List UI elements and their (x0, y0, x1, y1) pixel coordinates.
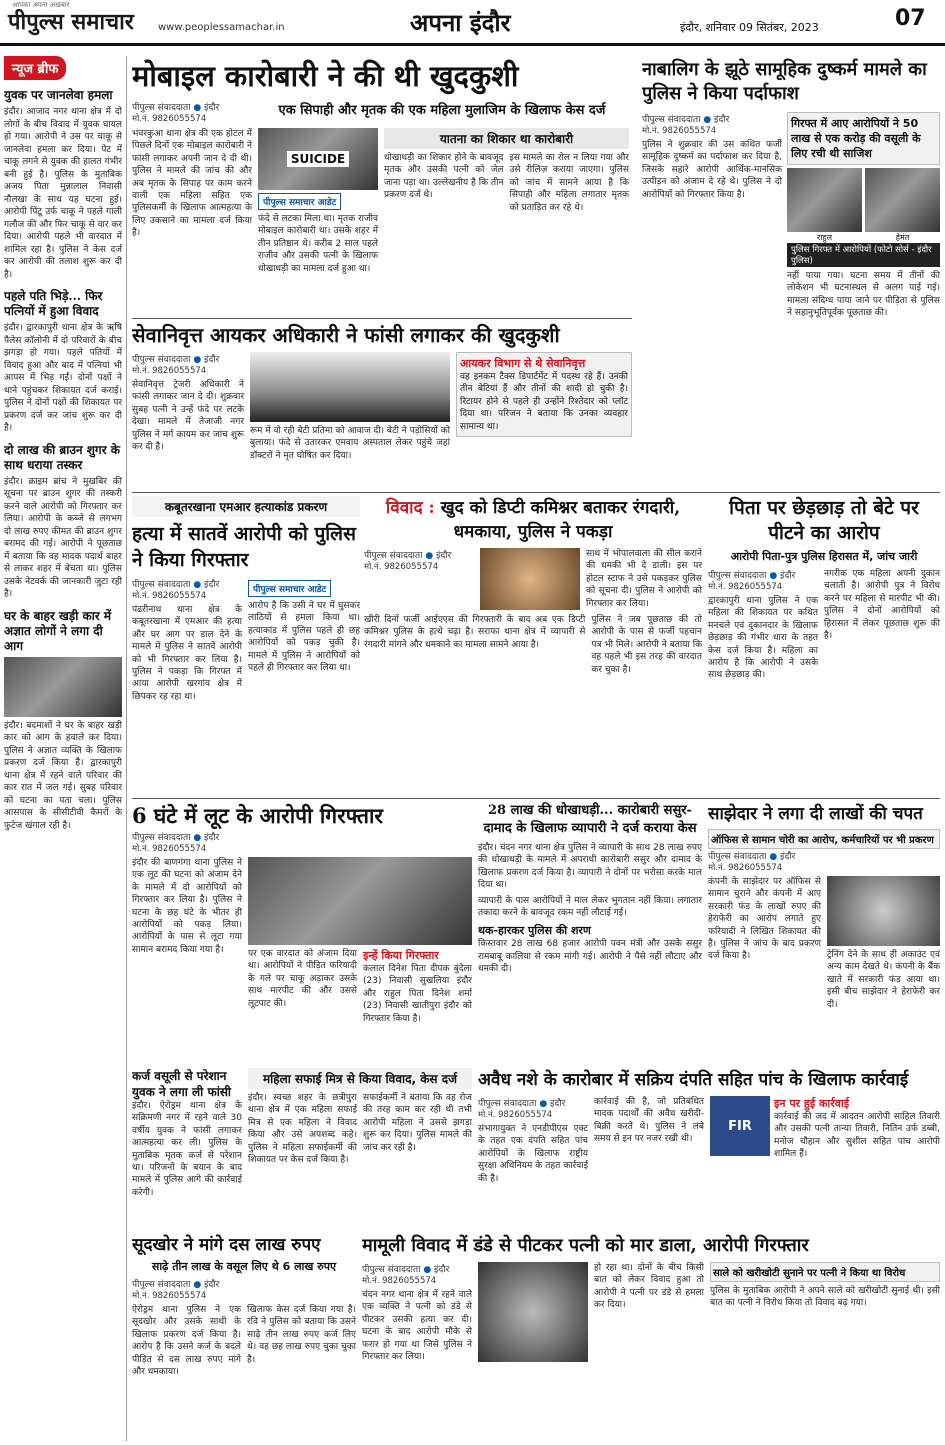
body-text: ऐरोड्रम थाना पुलिस ने एक सूदखोर और उसके साथी के खिलाफ प्रकरण दर्ज किया है। आरोप है कि उसने कर्ज के बदले पीड़ित से दस लाख रुपए मांगे और धमकाया। (132, 1305, 241, 1378)
headline: नाबालिग के झूठे सामूहिक दुष्कर्म मामले का पुलिस ने किया पर्दाफाश (642, 59, 927, 104)
highlight-box: ऑफिस से सामान चोरी का आरोप, कर्मचारियों पर भी प्रकरण (708, 829, 940, 849)
byline: पीपुल्स संवाददाता ● इंदौर (132, 355, 220, 365)
mobile-number: मो.नं. 9826055574 (132, 114, 207, 124)
body-text: भंवरकुआ थाना क्षेत्र की एक होटल में पिछले दिनों एक मोबाइल कारोबारी ने फांसी लगाकर अपनी जान दे दी थी। पुलिस ने मामले की जांच की और अब मृतक के सिपाह पर काम करने वाली एक महिला सहित एक पुलिसकर्मी के खिलाफ आत्महत्या के लिए उकसाने का मामला दर्ज किया है। (132, 129, 252, 239)
subheading: थक-हारकर पुलिस की शरण (478, 924, 591, 938)
body-text: इंदौर की बाणगंगा थाना पुलिस ने एक लूट की घटना को अंजाम देने के मामले में दो आरोपियों को गिरफ्तार कर लिया है। पुलिस ने घटना के छह घंटे के भीतर ही आरोपियों को पकड़ लिया। आरोपियों के पास से लूटा गया सामान बरामद किया गया है। (132, 858, 242, 955)
column-divider (126, 56, 127, 1441)
masthead (0, 0, 945, 46)
body-text: किस्तवार 28 लाख 68 हजार आरोपी पवन मंत्री और उसके ससुर रामबाबू कालिया से रकम मांगी गई। आरोपी ने पैसे नहीं लौटाए और धमकी दी। (478, 939, 702, 975)
police-group-photo (248, 857, 472, 945)
story-husband-kills-wife (362, 1234, 940, 1440)
mobile-number: मो.नं. 9826055574 (478, 1110, 553, 1120)
body-text: रूम में वो रही बेटी प्रतिमा को आवाज दी। बेटी ने पड़ोसियों को बुलाया। फंदे से उतारकर एमवाय अस्पताल लेकर पहुंचे जहां डॉक्टरों ने मृत घोषित कर दिया। (250, 426, 450, 461)
mobile-number: मो.नं. 9826055574 (132, 844, 207, 854)
body-text: ट्रेनिंग देने के साथ ही अकाउंट एवं अन्य काम देखते थे। कंपनी के बैंक खाते में सरकारी फंड आया था। इसी बीच साझेदार ने हेराफेरी कर दी। (827, 950, 940, 1010)
byline: पीपुल्स संवाददाता ● इंदौर (708, 571, 796, 581)
byline: पीपुल्स संवाददाता ● इंदौर (364, 551, 452, 561)
brief-body: इंदौर। आजाद नगर थाना क्षेत्र में दो लोगों के बीच विवाद में युवक घायल हो गया। आरोपी ने उस पर चाकू से जानलेवा हमला कर दिया। पेट में चाकू लगने से युवक की हालत गंभीर बनी हुई है। पुलिस के मुताबिक अजय पिता मुन्नालाल निवासी नौलखा के साथ यह घटना हुई। आरोपी पिंटू उर्फ चाकू ने पहले गाली गलौज की और फिर चाकू से वार कर दिया। आरोपी पहले भी वारदात में शामिल रहा है। पुलिस ने केस दर्ज कर आरोपी की तलाश शुरू कर दी है। (4, 107, 122, 280)
aadesh-tag: पीपुल्स समाचार आडेट (248, 580, 331, 597)
headline: सेवानिवृत्त आयकर अधिकारी ने फांसी लगाकर की खुदकुशी (132, 323, 560, 347)
body-text: इंदौर। स्वच्छ शहर के छत्रीपुरा थाना क्षेत्र में एक महिला सफाई मित्र से एक महिला ने विवाद किया और उसे अपशब्द कहे। पुलिस ने महिला सफाईकर्मी की शिकायत पर केस दर्ज किया है। (248, 1093, 357, 1166)
body-text: पुलिस ने शुक्रवार की उस कथित फर्जी सामूहिक दुष्कर्म का पर्दाफाश कर दिया है, जिसके सहारे आरोपी आर्थिक-मानसिक उत्पीड़न को अंजाम दे रहे थे। पुलिस ने दो आरोपियों को गिरफ्तार किया है। (642, 140, 782, 200)
story-drug-couple-action (478, 1068, 940, 1230)
brief-headline: घर के बाहर खड़ी कार में अज्ञात लोगों ने लगा दी आग (4, 608, 112, 653)
fir-icon: FIR (710, 1096, 770, 1156)
subhead: एक सिपाही और मृतक की एक महिला मुलाजिम के खिलाफ केस दर्ज (278, 103, 606, 118)
headline: मामूली विवाद में डंडे से पीटकर पत्नी को मार डाला, आरोपी गिरफ्तार (362, 1235, 809, 1256)
headline: मोबाइल कारोबारी ने की थी खुदकुशी (132, 59, 519, 93)
headline: कर्ज वसूली से परेशान युवक ने लगा ली फांसी (132, 1069, 232, 1099)
story-false-gangrape-case (642, 58, 940, 488)
body-text: व्यापारी के पास आरोपियों ने माल लेकर भुगतान नहीं किया। लगातार तकादा करने के बावजूद रकम नहीं लौटाई गई। (478, 895, 702, 919)
headline: साझेदार ने लगा दी लाखों की चपत (708, 804, 923, 824)
accused-photo (865, 168, 940, 232)
body-text: सफाईकर्मी ने बताया कि वह रोज की तरह काम कर रही थी तभी आरोपी महिला ने उससे झगड़ा शुरू कर दिया। पुलिस मामले की जांच कर रही है। (363, 1093, 472, 1153)
headline: पिता पर छेड़छाड़ तो बेटे पर पीटने का आरोप (729, 497, 919, 544)
thief-illustration (827, 876, 940, 946)
body-text: इंदौर। चंदन नगर थाना क्षेत्र पुलिस ने व्यापारी के साथ 28 लाख रुपए की धोखाधड़ी के मामले में अपराधी कारोबारी ससुर और दामाद के खिलाफ प्रकरण दर्ज किया है। व्यापारी ने दोनों पर भरोसा करके माल दिया था। (478, 843, 702, 891)
mobile-number: मो.नं. 9826055574 (132, 591, 207, 601)
body-text: इस मामले का रोल न लिया गया और उसे रीलिज़ कराया जाएगा। पुलिस को जांच में सामने आया है कि सिपाही और महिला लगातार मृतक को प्रताड़ित कर रहे थे। (509, 153, 629, 213)
box-body: कलाल दिनेश पिता दीपक बुंदेला (23) निवासी सुखलिया इंदौर और राहुल पिता दिनेश शर्मा (23) निवासी खातीपुरा इंदौर को गिरफ्तार किया है। (363, 964, 472, 1024)
newspaper-logo: पीपुल्स समाचार (8, 9, 134, 35)
byline: पीपुल्स संवाददाता ● इंदौर (642, 115, 730, 125)
body-text: संभागायुक्त ने एनडीपीएस एक्ट के तहत एक दंपति सहित पांच आरोपियों के खिलाफ राष्ट्रीय सुरक्षा अधिनियम के तहत कार्रवाई की है। (478, 1124, 588, 1184)
brief-body: इंदौर। क्राइम ब्रांच ने मुखबिर की सूचना पर ब्राउन शुगर की तस्करी करने वाले आरोपी को गिरफ्तार कर लिया। आरोपी के कब्जे से लगभग दो लाख रुपए कीमत की ब्राउन शुगर बरामद की गई। आरोपी ने पूछताछ में बताया कि वह मादक पदार्थ बाहर से लाकर शहर में बेचता था। पुलिस उसके नेटवर्क की जानकारी जुटा रही है। (4, 476, 122, 599)
body-text: धोखाधड़ी का शिकार होने के बावजूद मृतक और उसकी पत्नी को जेल जाना पड़ा था। उल्लेखनीय है कि तीन प्रकरण दर्ज थे। (384, 153, 504, 201)
dateline: इंदौर, शनिवार 09 सितंबर, 2023 (680, 21, 819, 34)
accused-sketch (480, 548, 580, 610)
suicide-photo (258, 128, 378, 190)
story-sanitation-worker-dispute (248, 1068, 472, 1203)
body-text: पर एक वारदात को अंजाम दिया था। आरोपियों ने पीड़ित फरियादी के गले पर चाकू अड़ाकर उसके साथ मारपीट की और उससे लूटपाट की। (248, 949, 357, 1009)
side-box (456, 352, 632, 437)
divider (132, 492, 940, 493)
body-text: नहीं पाया गया। घटना समय में तीनों की लोकेशन भी घटनास्थल से अलग पाई गई। मामला संदिग्ध पाया जाने पर पीड़िता से पुलिस ने सहानुभूतिपूर्वक पूछताछ की। (787, 271, 940, 319)
byline: पीपुल्स संवाददाता ● इंदौर (708, 852, 796, 862)
mobile-number: मो.नं. 9826055574 (708, 863, 783, 873)
divider (132, 798, 940, 799)
box-title: इन पर हुई कार्रवाई (774, 1097, 850, 1110)
mobile-number: मो.नं. 9826055574 (132, 366, 207, 376)
story-robbery-arrest (132, 802, 472, 1064)
story-mobile-trader-suicide (132, 58, 632, 313)
story-retired-officer-suicide (132, 322, 632, 488)
headline: 28 लाख की धोखाधड़ी... कारोबारी ससुर-दामाद के खिलाफ व्यापारी ने दर्ज कराया केस (483, 803, 697, 836)
subhead: साढ़े तीन लाख के वसूल लिए थे 6 लाख रुपए (151, 1260, 337, 1273)
news-brief-banner: न्यूज ब्रीफ (4, 56, 66, 80)
story-moneylender-extortion (132, 1234, 356, 1440)
box-title: आयकर विभाग से थे सेवानिवृत्त (460, 357, 586, 370)
body-text: कार्रवाई की है, जो प्रतिबंधित मादक पदार्थों की अवैध खरीदी-बिक्री करते थे। पुलिस ने लंबे समय से इन पर नजर रखी थी। (594, 1097, 704, 1145)
mobile-number: मो.नं. 9826055574 (132, 1291, 207, 1301)
box-body: कार्रवाई की जद में आदतन आरोपी साहिल तिवारी और उसकी पत्नी तान्या तिवारी, नितिन उर्फ डब्बी, मनोज चौहान और सुशील सहित पांच आरोपी शामिल हैं। (774, 1112, 940, 1160)
headline: विवाद : खुद को डिप्टी कमिश्नर बताकर रंगदारी, धमकाया, पुलिस ने पकड़ा (385, 498, 681, 542)
story-seventh-accused-arrested (132, 496, 360, 794)
accused-photo (787, 168, 862, 232)
logo-tagline: आपका अपना अखबार (12, 1, 70, 9)
kicker: महिला सफाई मित्र से किया विवाद, केस दर्ज (248, 1068, 472, 1089)
body-text: खिलाफ केस दर्ज किया गया है। रवि ने पुलिस को बताया कि उसने साढ़े तीन लाख रुपए कर्ज लिए थे। वह छह लाख रुपए चुका चुका है। (247, 1305, 356, 1365)
story-youth-suicide-debt (132, 1068, 242, 1203)
accused-name: राहुल (816, 233, 833, 242)
photo-caption: पुलिस गिरफ्त में आरोपियों (फोटो सोर्स - इंदौर पुलिस) (787, 243, 940, 267)
page-number: 07 (895, 6, 926, 31)
byline: पीपुल्स संवाददाता ● इंदौर (132, 1280, 220, 1290)
body-text: सेवानिवृत्त ट्रेजरी अधिकारी ने फांसी लगाकर जान दे दी। शुक्रवार सुबह पत्नी ने उन्हें फंदे पर लटके देखा। मामले में तेजाजी नगर पुलिस ने मर्ग कायम कर जांच शुरू कर दी है। (132, 380, 244, 453)
crime-illustration (478, 1262, 588, 1362)
kicker: यातना का शिकार था कारोबारी (384, 128, 629, 149)
body-text: पंढरीनाथ थाना क्षेत्र के कबूतरखाना में एमआर की हत्या और घर आग पर डाल देने के मामले में पुलिस ने सातवें आरोपी को भी गिरफ्तार कर लिया है। पुलिस ने पकड़ा कि गिरफ्त में आया आरोपी खरगांव क्षेत्र में छिपकर रह रहा था। (132, 605, 242, 702)
headline: सूदखोर ने मांगे दस लाख रुपए (132, 1235, 321, 1255)
aadesh-tag: पीपुल्स समाचार आडेट (258, 193, 341, 210)
brief-body: इंदौर। द्वारकापुरी थाना क्षेत्र के ऋषि पैलेस कॉलोनी में दो परिवारों के बीच झगड़ा हो गया। पहले पतियों में विवाद हुआ और बाद में पत्नियां भी आपस में भिड़ गईं। दोनों पक्षों ने थाने पहुंचकर शिकायत दर्ज कराई। पुलिस ने दोनों पक्षों की शिकायत पर प्रकरण दर्ज कर जांच शुरू कर दी है। (4, 323, 122, 433)
mobile-number: मो.नं. 9826055574 (364, 562, 439, 572)
story-partner-fraud (708, 802, 940, 1064)
highlight-box: गिरफ्त में आए आरोपियों ने 50 लाख से एक करोड़ की वसूली के लिए रची थी साजिश (787, 112, 940, 165)
mobile-number: मो.नं. 9826055574 (708, 582, 783, 592)
story-fake-deputy-commissioner (364, 496, 702, 794)
body-text: साथ में भोपालवाला की सील कराने की धमकी भी दे डाली। इस पर होटल स्टाफ ने उसे पकड़कर पुलिस को सूचना दी। पुलिस ने आरोपी को गिरफ्तार कर लिया। (586, 549, 702, 609)
headline: हत्या में सातवें आरोपी को पुलिस ने किया गिरफ्तार (132, 523, 356, 571)
photo-label: SUICIDE (287, 151, 349, 167)
body-text: पुलिस ने जब पूछताछ की तो आरोपी के पास से फर्जी पहचान पत्र भी मिले। आरोपी ने बताया कि वह पहले भी इस तरह की वारदात कर चुका है। (591, 615, 702, 675)
body-text: पुलिस के मुताबिक आरोपी ने अपने साले को खरीखोटी सुनाई थी। इसी बात का पत्नी ने विरोध किया तो विवाद बढ़ गया। (710, 1286, 940, 1309)
brief-headline: दो लाख की ब्राउन शुगर के साथ धराया तस्कर (4, 442, 120, 472)
subhead: आरोपी पिता-पुत्र पुलिस हिरासत में, जांच जारी (730, 550, 918, 563)
car-fire-photo (4, 657, 122, 717)
byline: पीपुल्स संवाददाता ● इंदौर (478, 1099, 566, 1109)
body-text: फंदे से लटका मिला था। मृतक राजीव मोबाइल कारोबारी था। उसके शहर में तीन प्रतिष्ठान थे। करीब 2 साल पहले राजीव और उसकी पत्नी के खिलाफ धोखाधड़ी का मामला दर्ज हुआ था। (258, 214, 378, 274)
body-text: नगरीक एक महिला अपनी दुकान चलाती है। आरोपी पुत्र ने विरोध करने पर महिला से मारपीट भी की। पुलिस ने दोनों आरोपियों को हिरासत में लेकर पूछताछ शुरू की है। (824, 569, 940, 642)
accused-name: हेमंत (895, 233, 910, 242)
brief-headline: पहले पति भिड़े... फिर पत्नियों में हुआ विवाद (4, 289, 103, 318)
byline: पीपुल्स संवाददाता ● इंदौर (132, 103, 220, 113)
headline: 6 घंटे में लूट के आरोपी गिरफ्तार (132, 803, 384, 828)
body-text: इंदौर। ऐरोड्रम थाना क्षेत्र के सक्रिमणी नगर में रहने वाले 30 वर्षीय युवक ने फांसी लगाकर आत्महत्या कर ली। पुलिस के मुताबिक मृतक कर्ज से परेशान था। परिजनों के बयान के बाद मामले में पुलिस आगे की कार्रवाई करेगी। (132, 1101, 242, 1198)
mobile-number: मो.नं. 9826055574 (362, 1276, 437, 1286)
body-text: द्वारकापुरी थाना पुलिस ने एक महिला की शिकायत पर कथित मनचले एवं दुकानदार के खिलाफ छेड़छाड़ की गंभीर धारा के तहत केस दर्ज किया है। महिला का आरोप है कि आरोपी ने उसके साथ छेड़छाड़ की। (708, 596, 818, 681)
body-text: हो रहा था। दोनों के बीच किसी बात को लेकर विवाद हुआ तो आरोपी ने पत्नी पर डंडे से हमला कर दिया। (594, 1263, 704, 1311)
kicker: कबूतरखाना एमआर हत्याकांड प्रकरण (132, 496, 360, 517)
body-text: चंदन नगर थाना क्षेत्र में रहने वाले एक व्यक्ति ने पत्नी को डंडे से पीटकर उसकी हत्या कर दी। घटना के बाद आरोपी मौके से फरार हो गया था जिसे पुलिस ने गिरफ्तार कर लिया। (362, 1290, 472, 1363)
headline: अवैध नशे के कारोबार में सक्रिय दंपति सहित पांच के खिलाफ कार्रवाई (478, 1070, 909, 1090)
news-brief-column (4, 56, 122, 1441)
story-father-son-accused (708, 496, 940, 794)
box-body: वह इनकम टैक्स डिपार्टमेंट में पदस्थ रहे हैं। उनकी तीन बेटियां हैं और तीनों की शादी हो चुकी है। रिटायर होने से पहले ही उन्होंने रिश्तेदार को प्लॉट दिया था। परिजन ने बताया कि उनका व्यवहार सामान्य था। (460, 372, 628, 432)
brief-body: इंदौर। बदमाशों ने घर के बाहर खड़ी कार को आग के हवाले कर दिया। पुलिस ने अज्ञात व्यक्ति के खिलाफ प्रकरण दर्ज किया है। द्वारकापुरी थाना क्षेत्र में रहने वाले परिवार की कार रात में जल गई। सुबह परिवार को घटना का पता चला। पुलिस आसपास के सीसीटीवी कैमरों के फुटेज खंगाल रही है। (4, 720, 122, 831)
byline: पीपुल्स संवाददाता ● इंदौर (132, 833, 220, 843)
website: www.peoplessamachar.in (158, 22, 285, 33)
story-28-lakh-fraud (478, 802, 702, 1064)
body-text: आरोप है कि उसी ने घर में घुसकर लाठियों से हमला किया था। हत्याकांड में पुलिस पहले ही छह आरोपियों को पकड़ चुकी है। मामले में पुलिस ने आरोपियों को पहले ही गिरफ्तार कर लिया था। (248, 601, 360, 674)
body-text: कंपनी के साझेदार पर ऑफिस से सामान चुराने और कंपनी में आए सरकारी फंड के लाखों रुपए की हेराफेरी का आरोप लगाते हुए फरियादी ने लिखित शिकायत की है। पुलिस ने जांच के बाद प्रकरण दर्ज किया है। (708, 877, 821, 962)
brief-headline: युवक पर जानलेवा हमला (4, 88, 113, 102)
noose-photo (250, 352, 450, 422)
byline: पीपुल्स संवाददाता ● इंदौर (132, 580, 220, 590)
section-title: अपना इंदौर (410, 8, 511, 37)
box-title: इन्हें किया गिरफ्तार (363, 949, 439, 962)
mobile-number: मो.नं. 9826055574 (642, 126, 717, 136)
byline: पीपुल्स संवाददाता ● इंदौर (362, 1265, 450, 1275)
body-text: खीरी दिनों फर्जी आईएएस की गिरफ्तारी के बाद अब एक डिप्टी कमिश्नर पुलिस के हत्थे चढ़ा है। सराफा थाना क्षेत्र में व्यापारी से रंगदारी मांगने और धमकाने का मामला सामने आया है। (364, 615, 586, 650)
divider (132, 318, 632, 319)
highlight-box: साले को खरीखोटी सुनाने पर पत्नी ने किया था विरोध (710, 1262, 940, 1282)
